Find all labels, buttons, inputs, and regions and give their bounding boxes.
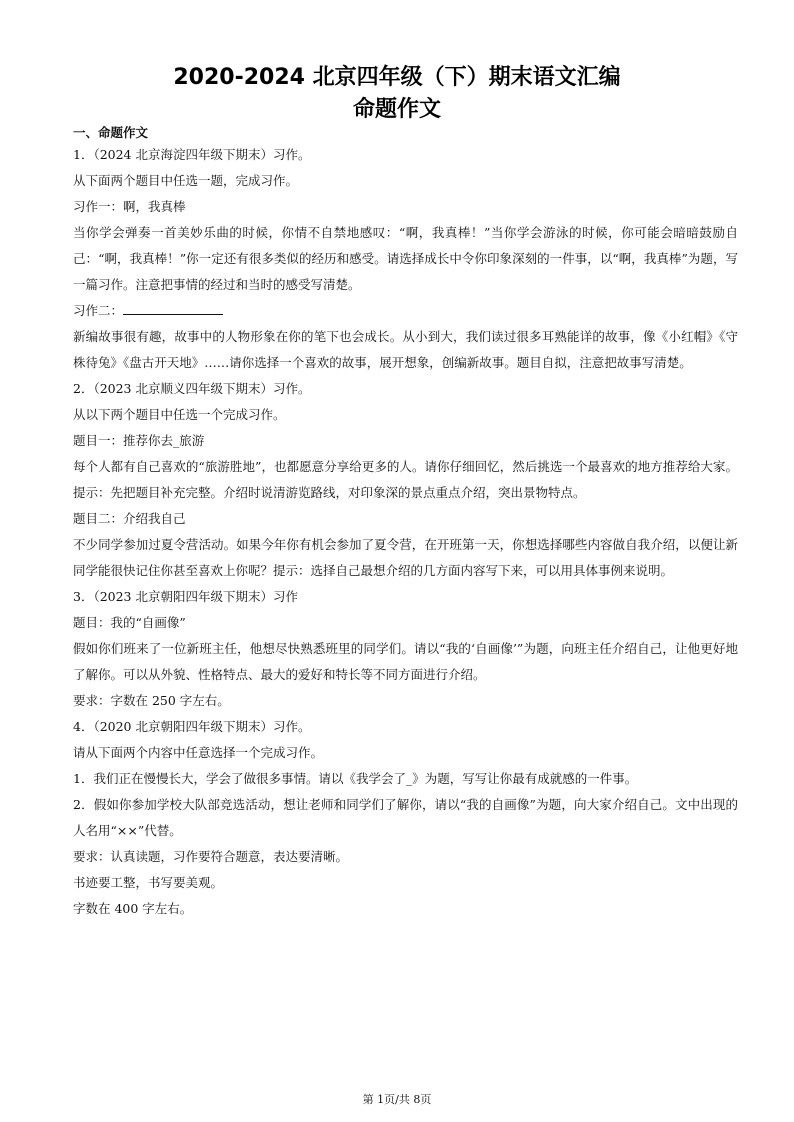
q3-requirement: 要求：字数在 250 字左右。 (73, 693, 230, 708)
q2-topic2-label: 题目二：介绍我自己 (73, 511, 186, 526)
q4-instruction: 请从下面两个内容中任意选择一个完成习作。 (73, 745, 324, 760)
q1-topic1-label: 习作一：啊，我真棒 (73, 199, 186, 214)
document-body (73, 124, 738, 922)
q4-header: 4．（2020 北京朝阳四年级下期末）习作。 (73, 719, 311, 734)
q4-item2: 2．假如你参加学校大队部竞选活动，想让老师和同学们了解你，请以“我的自画像”为题，向大家介绍自己。文中出现的人名用“××”代替。 (73, 797, 738, 838)
q1-topic1-paragraph: 当你学会弹奏一首美妙乐曲的时候，你情不自禁地感叹：“啊，我真棒！”当你学会游泳的时候，你可能会暗暗鼓励自己：“啊，我真棒！”你一定还有很多类似的经历和感受。请选择成长中令你印象深刻的一件事，以“啊，我真棒”为题，写一篇习作。注意把事情的经过和当时的感受写清楚。 (73, 225, 738, 292)
q1-topic2-paragraph: 新编故事很有趣，故事中的人物形象在你的笔下也会成长。从小到大，我们读过很多耳熟能详的故事，像《小红帽》《守株待兔》《盘古开天地》……请你选择一个喜欢的故事，展开想象，创编新故事。题目自拟，注意把故事写清楚。 (73, 329, 738, 370)
q4-requirement-3: 字数在 400 字左右。 (73, 901, 193, 916)
q4-requirement-2: 书迹要工整，书写要美观。 (73, 875, 224, 890)
q2-topic2-paragraph: 不少同学参加过夏令营活动。如果今年你有机会参加了夏令营，在开班第一天，你想选择哪些内容做自我介绍，以便让新同学能很快记住你甚至喜欢上你呢？提示：选择自己最想介绍的几方面内容写下来，可以用具体事例来说明。 (73, 537, 738, 578)
q1-instruction: 从下面两个题目中任选一题，完成习作。 (73, 173, 299, 188)
q1-topic2-label-line (73, 298, 738, 324)
q4-requirement-1: 要求：认真读题，习作要符合题意，表达要清晰。 (73, 849, 349, 864)
q3-topic-label: 题目：我的“自画像” (73, 615, 186, 630)
q3-paragraph: 假如你们班来了一位新班主任，他想尽快熟悉班里的同学们。请以“我的‘自画像’”为题，向班主任介绍自己，让他更好地了解你。可以从外貌、性格特点、最大的爱好和特长等不同方面进行介绍。 (73, 641, 738, 682)
document-title: 2020-2024 北京四年级（下）期末语文汇编 (173, 65, 621, 90)
section-heading: 一、命题作文 (73, 125, 149, 140)
page-footer: 第 1页/共 8页 (362, 1093, 432, 1106)
q2-topic1-label: 题目一：推荐你去_旅游 (73, 433, 205, 448)
q4-item1: 1．我们正在慢慢长大，学会了做很多事情。请以《我学会了_》为题，写写让你最有成就感的一件事。 (73, 771, 638, 786)
q3-header: 3．（2023 北京朝阳四年级下期末）习作 (73, 589, 298, 604)
q1-topic2-label: 习作二： (73, 303, 124, 318)
fill-in-blank (123, 300, 223, 315)
document-subtitle: 命题作文 (352, 97, 441, 122)
q2-header: 2．（2023 北京顺义四年级下期末）习作。 (73, 381, 311, 396)
q1-header: 1．（2024 北京海淀四年级下期末）习作。 (73, 147, 311, 162)
q2-topic1-paragraph: 每个人都有自己喜欢的“旅游胜地”，也都愿意分享给更多的人。请你仔细回忆，然后挑选一个最喜欢的地方推荐给大家。提示：先把题目补充完整。介绍时说清游览路线，对印象深的景点重点介绍，突出景物特点。 (73, 459, 738, 500)
q2-instruction: 从以下两个题目中任选一个完成习作。 (73, 407, 286, 422)
